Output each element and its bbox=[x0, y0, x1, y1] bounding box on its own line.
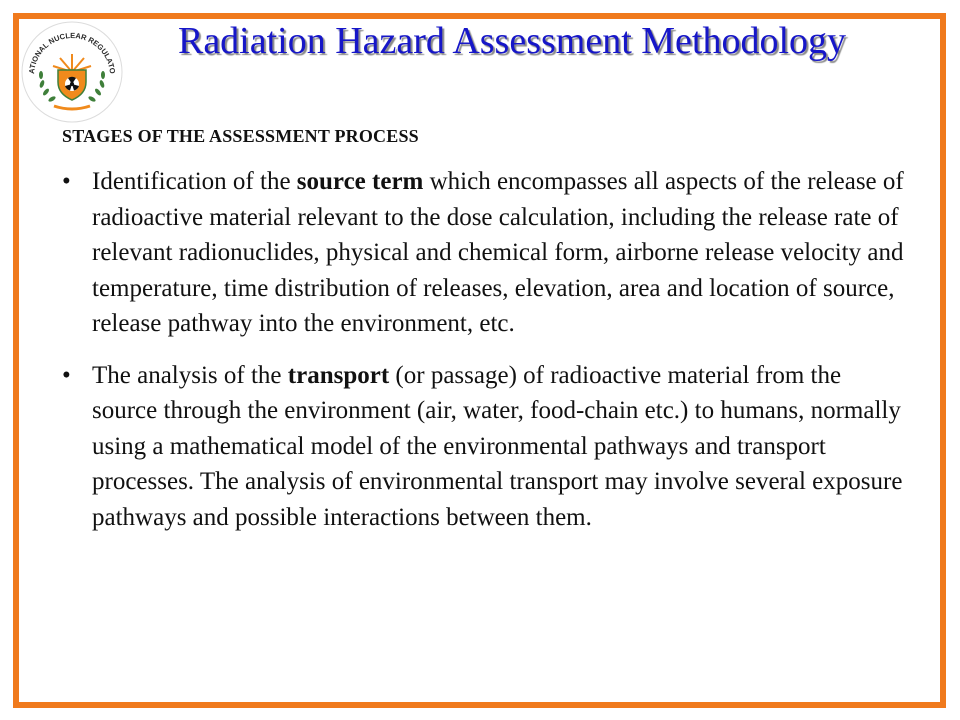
nnr-emblem-icon bbox=[20, 20, 124, 124]
bullet-dot-icon: • bbox=[62, 168, 71, 195]
bullet-item-source-term bbox=[62, 164, 912, 342]
bullet-item-transport bbox=[62, 358, 912, 536]
bullet-text-start: Identification of the bbox=[92, 168, 297, 195]
bullet-bold-term: source term bbox=[296, 168, 424, 195]
bullet-dot-icon: • bbox=[62, 361, 71, 389]
logo-text: ATIONAL NUCLEAR REGULATO bbox=[27, 30, 117, 75]
bullet-text-rest: which encompasses all aspects of the release of radioactive material relevant to the dose calculation, including the release rate of relevant radionuclides, physical and chemical form, airborne release velocity and temperature, time distribution of releases, elevation, area and location of source, release pathway into the environment, etc. bbox=[92, 168, 904, 337]
bullet-text-start: The analysis of the bbox=[92, 361, 288, 389]
section-heading: STAGES OF THE ASSESSMENT PROCESS bbox=[62, 126, 419, 146]
logo bbox=[20, 20, 124, 124]
bullet-text-rest: (or passage) of radioactive material from the source through the environment (air, water, food-chain etc.) to humans, normally using a mathematical model of the environmental pathways and transport processes. The analysis of environmental transport may involve several exposure pathways and possible interactions between them. bbox=[92, 361, 903, 531]
slide-title: Radiation Hazard Assessment Methodology bbox=[177, 20, 847, 62]
bullet-list bbox=[62, 164, 912, 551]
bullet-bold-term: transport bbox=[287, 361, 390, 389]
